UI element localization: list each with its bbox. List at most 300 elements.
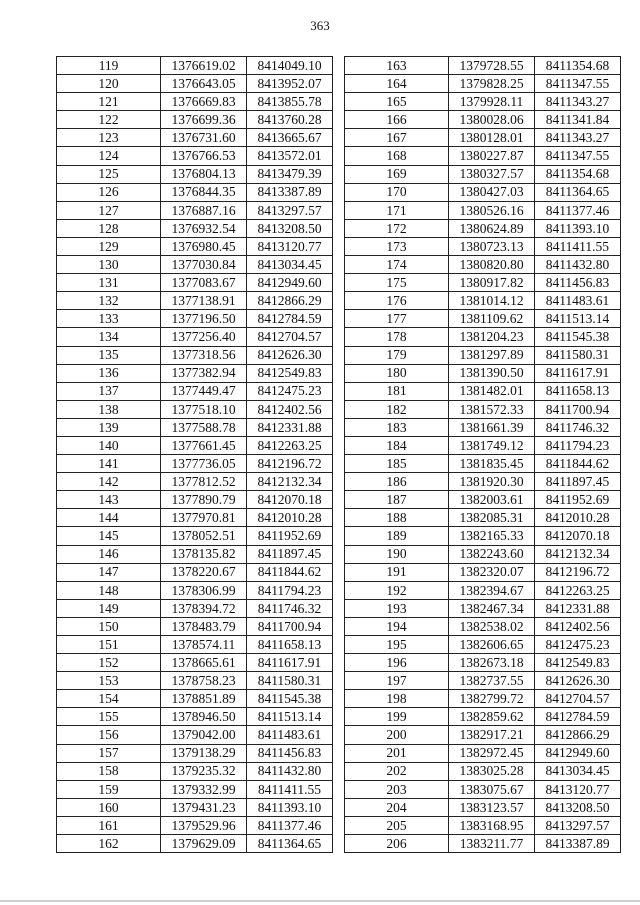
y-coordinate-cell: 8411658.13 xyxy=(535,382,621,400)
x-coordinate-cell: 1377138.91 xyxy=(161,292,247,310)
y-coordinate-cell: 8413665.67 xyxy=(247,129,333,147)
table-row xyxy=(57,473,333,491)
point-number-cell: 147 xyxy=(57,563,161,581)
y-coordinate-cell: 8411844.62 xyxy=(535,455,621,473)
page-bottom-rule xyxy=(0,900,640,902)
table-row xyxy=(345,509,621,527)
point-number-cell: 193 xyxy=(345,599,449,617)
table-row xyxy=(345,617,621,635)
table-row xyxy=(57,292,333,310)
table-row xyxy=(345,256,621,274)
point-number-cell: 122 xyxy=(57,111,161,129)
point-number-cell: 140 xyxy=(57,436,161,454)
x-coordinate-cell: 1382085.31 xyxy=(449,509,535,527)
page-number: 363 xyxy=(310,18,330,33)
point-number-cell: 206 xyxy=(345,835,449,853)
table-row xyxy=(345,147,621,165)
table-row xyxy=(57,400,333,418)
point-number-cell: 132 xyxy=(57,292,161,310)
point-number-cell: 156 xyxy=(57,726,161,744)
x-coordinate-cell: 1378306.99 xyxy=(161,581,247,599)
x-coordinate-cell: 1379828.25 xyxy=(449,75,535,93)
x-coordinate-cell: 1379928.11 xyxy=(449,93,535,111)
x-coordinate-cell: 1376887.16 xyxy=(161,201,247,219)
y-coordinate-cell: 8412331.88 xyxy=(535,599,621,617)
point-number-cell: 161 xyxy=(57,816,161,834)
y-coordinate-cell: 8412132.34 xyxy=(247,473,333,491)
point-number-cell: 184 xyxy=(345,436,449,454)
y-coordinate-cell: 8413479.39 xyxy=(247,165,333,183)
point-number-cell: 199 xyxy=(345,708,449,726)
table-row xyxy=(345,93,621,111)
table-row xyxy=(57,165,333,183)
x-coordinate-cell: 1381749.12 xyxy=(449,436,535,454)
x-coordinate-cell: 1380227.87 xyxy=(449,147,535,165)
table-row xyxy=(345,274,621,292)
x-coordinate-cell: 1376643.05 xyxy=(161,75,247,93)
x-coordinate-cell: 1378758.23 xyxy=(161,672,247,690)
table-row xyxy=(345,654,621,672)
y-coordinate-cell: 8412132.34 xyxy=(535,545,621,563)
y-coordinate-cell: 8411897.45 xyxy=(535,473,621,491)
y-coordinate-cell: 8413034.45 xyxy=(535,762,621,780)
x-coordinate-cell: 1377736.05 xyxy=(161,455,247,473)
table-row xyxy=(57,418,333,436)
y-coordinate-cell: 8411545.38 xyxy=(535,328,621,346)
point-number-cell: 141 xyxy=(57,455,161,473)
table-row xyxy=(57,75,333,93)
point-number-cell: 170 xyxy=(345,183,449,201)
coordinates-table-right xyxy=(344,56,621,853)
table-row xyxy=(345,581,621,599)
y-coordinate-cell: 8411432.80 xyxy=(247,762,333,780)
y-coordinate-cell: 8411364.65 xyxy=(535,183,621,201)
table-row xyxy=(57,690,333,708)
x-coordinate-cell: 1377318.56 xyxy=(161,346,247,364)
table-row xyxy=(345,563,621,581)
x-coordinate-cell: 1383123.57 xyxy=(449,798,535,816)
y-coordinate-cell: 8411393.10 xyxy=(247,798,333,816)
point-number-cell: 138 xyxy=(57,400,161,418)
y-coordinate-cell: 8411483.61 xyxy=(247,726,333,744)
table-row xyxy=(345,636,621,654)
point-number-cell: 119 xyxy=(57,57,161,75)
point-number-cell: 136 xyxy=(57,364,161,382)
y-coordinate-cell: 8412784.59 xyxy=(535,708,621,726)
point-number-cell: 142 xyxy=(57,473,161,491)
x-coordinate-cell: 1377256.40 xyxy=(161,328,247,346)
table-row xyxy=(345,165,621,183)
y-coordinate-cell: 8411411.55 xyxy=(247,780,333,798)
x-coordinate-cell: 1379431.23 xyxy=(161,798,247,816)
y-coordinate-cell: 8412196.72 xyxy=(247,455,333,473)
x-coordinate-cell: 1383168.95 xyxy=(449,816,535,834)
table-row xyxy=(345,672,621,690)
point-number-cell: 158 xyxy=(57,762,161,780)
point-number-cell: 167 xyxy=(345,129,449,147)
y-coordinate-cell: 8412475.23 xyxy=(247,382,333,400)
point-number-cell: 179 xyxy=(345,346,449,364)
y-coordinate-cell: 8411343.27 xyxy=(535,129,621,147)
x-coordinate-cell: 1377449.47 xyxy=(161,382,247,400)
table-row xyxy=(57,147,333,165)
x-coordinate-cell: 1379629.09 xyxy=(161,835,247,853)
x-coordinate-cell: 1377083.67 xyxy=(161,274,247,292)
y-coordinate-cell: 8411794.23 xyxy=(247,581,333,599)
x-coordinate-cell: 1383025.28 xyxy=(449,762,535,780)
x-coordinate-cell: 1377890.79 xyxy=(161,491,247,509)
x-coordinate-cell: 1379332.99 xyxy=(161,780,247,798)
x-coordinate-cell: 1378483.79 xyxy=(161,617,247,635)
table-row xyxy=(57,219,333,237)
point-number-cell: 153 xyxy=(57,672,161,690)
table-row xyxy=(345,835,621,853)
x-coordinate-cell: 1382467.34 xyxy=(449,599,535,617)
x-coordinate-cell: 1377030.84 xyxy=(161,256,247,274)
y-coordinate-cell: 8412949.60 xyxy=(535,744,621,762)
point-number-cell: 148 xyxy=(57,581,161,599)
y-coordinate-cell: 8411580.31 xyxy=(535,346,621,364)
table-row xyxy=(345,473,621,491)
x-coordinate-cell: 1382538.02 xyxy=(449,617,535,635)
table-row xyxy=(57,708,333,726)
y-coordinate-cell: 8411794.23 xyxy=(535,436,621,454)
point-number-cell: 173 xyxy=(345,237,449,255)
point-number-cell: 139 xyxy=(57,418,161,436)
x-coordinate-cell: 1381572.33 xyxy=(449,400,535,418)
y-coordinate-cell: 8411513.14 xyxy=(247,708,333,726)
x-coordinate-cell: 1382799.72 xyxy=(449,690,535,708)
x-coordinate-cell: 1380624.89 xyxy=(449,219,535,237)
x-coordinate-cell: 1379042.00 xyxy=(161,726,247,744)
point-number-cell: 162 xyxy=(57,835,161,853)
x-coordinate-cell: 1380917.82 xyxy=(449,274,535,292)
y-coordinate-cell: 8412402.56 xyxy=(535,617,621,635)
point-number-cell: 149 xyxy=(57,599,161,617)
point-number-cell: 178 xyxy=(345,328,449,346)
x-coordinate-cell: 1382737.55 xyxy=(449,672,535,690)
table-row xyxy=(345,708,621,726)
x-coordinate-cell: 1376669.83 xyxy=(161,93,247,111)
x-coordinate-cell: 1381109.62 xyxy=(449,310,535,328)
table-body-left xyxy=(57,57,333,853)
y-coordinate-cell: 8411700.94 xyxy=(535,400,621,418)
x-coordinate-cell: 1377661.45 xyxy=(161,436,247,454)
x-coordinate-cell: 1382003.61 xyxy=(449,491,535,509)
point-number-cell: 151 xyxy=(57,636,161,654)
point-number-cell: 125 xyxy=(57,165,161,183)
table-row xyxy=(345,57,621,75)
x-coordinate-cell: 1379728.55 xyxy=(449,57,535,75)
point-number-cell: 127 xyxy=(57,201,161,219)
x-coordinate-cell: 1382859.62 xyxy=(449,708,535,726)
x-coordinate-cell: 1376699.36 xyxy=(161,111,247,129)
point-number-cell: 175 xyxy=(345,274,449,292)
point-number-cell: 133 xyxy=(57,310,161,328)
y-coordinate-cell: 8411545.38 xyxy=(247,690,333,708)
table-row xyxy=(57,672,333,690)
y-coordinate-cell: 8411897.45 xyxy=(247,545,333,563)
point-number-cell: 168 xyxy=(345,147,449,165)
point-number-cell: 164 xyxy=(345,75,449,93)
table-row xyxy=(57,527,333,545)
table-row xyxy=(57,111,333,129)
point-number-cell: 169 xyxy=(345,165,449,183)
y-coordinate-cell: 8411364.65 xyxy=(247,835,333,853)
table-body-right xyxy=(345,57,621,853)
table-row xyxy=(57,93,333,111)
table-row xyxy=(345,780,621,798)
y-coordinate-cell: 8412070.18 xyxy=(247,491,333,509)
point-number-cell: 126 xyxy=(57,183,161,201)
table-row xyxy=(57,617,333,635)
y-coordinate-cell: 8413297.57 xyxy=(535,816,621,834)
point-number-cell: 131 xyxy=(57,274,161,292)
y-coordinate-cell: 8412866.29 xyxy=(535,726,621,744)
x-coordinate-cell: 1382243.60 xyxy=(449,545,535,563)
y-coordinate-cell: 8412784.59 xyxy=(247,310,333,328)
x-coordinate-cell: 1377588.78 xyxy=(161,418,247,436)
x-coordinate-cell: 1376932.54 xyxy=(161,219,247,237)
table-row xyxy=(345,219,621,237)
x-coordinate-cell: 1379235.32 xyxy=(161,762,247,780)
x-coordinate-cell: 1382165.33 xyxy=(449,527,535,545)
point-number-cell: 135 xyxy=(57,346,161,364)
point-number-cell: 137 xyxy=(57,382,161,400)
y-coordinate-cell: 8411456.83 xyxy=(247,744,333,762)
y-coordinate-cell: 8413572.01 xyxy=(247,147,333,165)
table-row xyxy=(345,491,621,509)
point-number-cell: 166 xyxy=(345,111,449,129)
y-coordinate-cell: 8413760.28 xyxy=(247,111,333,129)
y-coordinate-cell: 8411393.10 xyxy=(535,219,621,237)
y-coordinate-cell: 8411483.61 xyxy=(535,292,621,310)
table-row xyxy=(57,364,333,382)
y-coordinate-cell: 8411343.27 xyxy=(535,93,621,111)
table-row xyxy=(345,129,621,147)
y-coordinate-cell: 8412626.30 xyxy=(247,346,333,364)
y-coordinate-cell: 8411746.32 xyxy=(247,599,333,617)
y-coordinate-cell: 8413855.78 xyxy=(247,93,333,111)
point-number-cell: 203 xyxy=(345,780,449,798)
table-row xyxy=(57,835,333,853)
y-coordinate-cell: 8411347.55 xyxy=(535,147,621,165)
y-coordinate-cell: 8411617.91 xyxy=(535,364,621,382)
table-row xyxy=(57,762,333,780)
x-coordinate-cell: 1382673.18 xyxy=(449,654,535,672)
table-row xyxy=(57,744,333,762)
point-number-cell: 155 xyxy=(57,708,161,726)
point-number-cell: 205 xyxy=(345,816,449,834)
table-row xyxy=(57,274,333,292)
point-number-cell: 134 xyxy=(57,328,161,346)
y-coordinate-cell: 8412402.56 xyxy=(247,400,333,418)
table-row xyxy=(345,690,621,708)
table-row xyxy=(57,509,333,527)
y-coordinate-cell: 8414049.10 xyxy=(247,57,333,75)
x-coordinate-cell: 1378052.51 xyxy=(161,527,247,545)
table-row xyxy=(57,599,333,617)
table-row xyxy=(345,400,621,418)
y-coordinate-cell: 8413208.50 xyxy=(535,798,621,816)
table-row xyxy=(345,726,621,744)
table-row xyxy=(345,418,621,436)
x-coordinate-cell: 1381014.12 xyxy=(449,292,535,310)
point-number-cell: 201 xyxy=(345,744,449,762)
coordinates-table-left xyxy=(56,56,333,853)
x-coordinate-cell: 1377812.52 xyxy=(161,473,247,491)
x-coordinate-cell: 1376980.45 xyxy=(161,237,247,255)
y-coordinate-cell: 8412549.83 xyxy=(247,364,333,382)
table-row xyxy=(57,237,333,255)
x-coordinate-cell: 1382320.07 xyxy=(449,563,535,581)
x-coordinate-cell: 1381390.50 xyxy=(449,364,535,382)
table-row xyxy=(57,436,333,454)
point-number-cell: 171 xyxy=(345,201,449,219)
point-number-cell: 152 xyxy=(57,654,161,672)
y-coordinate-cell: 8412010.28 xyxy=(247,509,333,527)
y-coordinate-cell: 8412549.83 xyxy=(535,654,621,672)
x-coordinate-cell: 1376731.60 xyxy=(161,129,247,147)
x-coordinate-cell: 1383075.67 xyxy=(449,780,535,798)
table-row xyxy=(345,310,621,328)
table-row xyxy=(57,382,333,400)
point-number-cell: 186 xyxy=(345,473,449,491)
y-coordinate-cell: 8412475.23 xyxy=(535,636,621,654)
point-number-cell: 121 xyxy=(57,93,161,111)
x-coordinate-cell: 1378574.11 xyxy=(161,636,247,654)
point-number-cell: 130 xyxy=(57,256,161,274)
y-coordinate-cell: 8413120.77 xyxy=(535,780,621,798)
table-row xyxy=(345,328,621,346)
point-number-cell: 195 xyxy=(345,636,449,654)
y-coordinate-cell: 8411844.62 xyxy=(247,563,333,581)
table-row xyxy=(57,491,333,509)
point-number-cell: 198 xyxy=(345,690,449,708)
point-number-cell: 123 xyxy=(57,129,161,147)
point-number-cell: 160 xyxy=(57,798,161,816)
table-row xyxy=(345,436,621,454)
table-row xyxy=(345,346,621,364)
table-row xyxy=(57,183,333,201)
point-number-cell: 124 xyxy=(57,147,161,165)
x-coordinate-cell: 1378220.67 xyxy=(161,563,247,581)
table-row xyxy=(345,744,621,762)
x-coordinate-cell: 1378851.89 xyxy=(161,690,247,708)
table-row xyxy=(345,798,621,816)
point-number-cell: 163 xyxy=(345,57,449,75)
table-row xyxy=(57,129,333,147)
y-coordinate-cell: 8412263.25 xyxy=(535,581,621,599)
x-coordinate-cell: 1381920.30 xyxy=(449,473,535,491)
x-coordinate-cell: 1376766.53 xyxy=(161,147,247,165)
point-number-cell: 150 xyxy=(57,617,161,635)
x-coordinate-cell: 1382394.67 xyxy=(449,581,535,599)
table-row xyxy=(57,545,333,563)
y-coordinate-cell: 8412263.25 xyxy=(247,436,333,454)
x-coordinate-cell: 1380820.80 xyxy=(449,256,535,274)
point-number-cell: 174 xyxy=(345,256,449,274)
x-coordinate-cell: 1378665.61 xyxy=(161,654,247,672)
point-number-cell: 165 xyxy=(345,93,449,111)
x-coordinate-cell: 1383211.77 xyxy=(449,835,535,853)
point-number-cell: 145 xyxy=(57,527,161,545)
point-number-cell: 180 xyxy=(345,364,449,382)
y-coordinate-cell: 8411354.68 xyxy=(535,165,621,183)
x-coordinate-cell: 1376804.13 xyxy=(161,165,247,183)
point-number-cell: 191 xyxy=(345,563,449,581)
table-row xyxy=(57,780,333,798)
y-coordinate-cell: 8412010.28 xyxy=(535,509,621,527)
x-coordinate-cell: 1381482.01 xyxy=(449,382,535,400)
x-coordinate-cell: 1380427.03 xyxy=(449,183,535,201)
y-coordinate-cell: 8411411.55 xyxy=(535,237,621,255)
table-row xyxy=(57,346,333,364)
table-row xyxy=(345,762,621,780)
table-row xyxy=(57,726,333,744)
y-coordinate-cell: 8411456.83 xyxy=(535,274,621,292)
point-number-cell: 143 xyxy=(57,491,161,509)
point-number-cell: 157 xyxy=(57,744,161,762)
table-row xyxy=(57,816,333,834)
point-number-cell: 120 xyxy=(57,75,161,93)
table-row xyxy=(57,654,333,672)
table-row xyxy=(345,364,621,382)
point-number-cell: 189 xyxy=(345,527,449,545)
x-coordinate-cell: 1381661.39 xyxy=(449,418,535,436)
y-coordinate-cell: 8413387.89 xyxy=(247,183,333,201)
y-coordinate-cell: 8411746.32 xyxy=(535,418,621,436)
table-row xyxy=(345,201,621,219)
y-coordinate-cell: 8411432.80 xyxy=(535,256,621,274)
y-coordinate-cell: 8412196.72 xyxy=(535,563,621,581)
point-number-cell: 194 xyxy=(345,617,449,635)
x-coordinate-cell: 1377196.50 xyxy=(161,310,247,328)
point-number-cell: 172 xyxy=(345,219,449,237)
table-row xyxy=(345,292,621,310)
point-number-cell: 185 xyxy=(345,455,449,473)
y-coordinate-cell: 8411617.91 xyxy=(247,654,333,672)
table-row xyxy=(57,581,333,599)
point-number-cell: 154 xyxy=(57,690,161,708)
point-number-cell: 146 xyxy=(57,545,161,563)
y-coordinate-cell: 8413952.07 xyxy=(247,75,333,93)
y-coordinate-cell: 8411952.69 xyxy=(535,491,621,509)
y-coordinate-cell: 8411700.94 xyxy=(247,617,333,635)
y-coordinate-cell: 8412626.30 xyxy=(535,672,621,690)
point-number-cell: 128 xyxy=(57,219,161,237)
x-coordinate-cell: 1382917.21 xyxy=(449,726,535,744)
x-coordinate-cell: 1377970.81 xyxy=(161,509,247,527)
y-coordinate-cell: 8411341.84 xyxy=(535,111,621,129)
table-row xyxy=(345,599,621,617)
point-number-cell: 187 xyxy=(345,491,449,509)
y-coordinate-cell: 8411377.46 xyxy=(247,816,333,834)
x-coordinate-cell: 1376619.02 xyxy=(161,57,247,75)
point-number-cell: 202 xyxy=(345,762,449,780)
x-coordinate-cell: 1376844.35 xyxy=(161,183,247,201)
table-row xyxy=(345,816,621,834)
x-coordinate-cell: 1378946.50 xyxy=(161,708,247,726)
table-row xyxy=(57,256,333,274)
table-row xyxy=(345,527,621,545)
x-coordinate-cell: 1380028.06 xyxy=(449,111,535,129)
point-number-cell: 159 xyxy=(57,780,161,798)
table-row xyxy=(57,563,333,581)
table-row xyxy=(345,382,621,400)
y-coordinate-cell: 8413120.77 xyxy=(247,237,333,255)
point-number-cell: 188 xyxy=(345,509,449,527)
